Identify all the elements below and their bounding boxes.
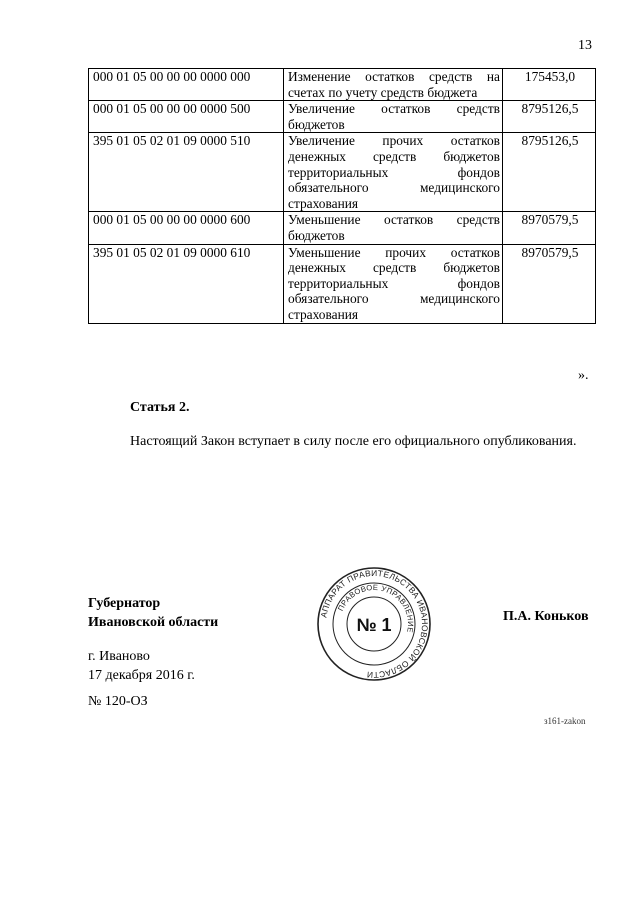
budget-classification-code: 000 01 05 00 00 00 0000 000 bbox=[89, 69, 284, 101]
signing-date: 17 декабря 2016 г. bbox=[88, 668, 195, 683]
closing-quote: ». bbox=[578, 368, 589, 383]
budget-classification-code: 000 01 05 00 00 00 0000 600 bbox=[89, 212, 284, 244]
budget-classification-code: 395 01 05 02 01 09 0000 610 bbox=[89, 244, 284, 323]
budget-item-name: Уменьшение остатков средств бюджетов bbox=[284, 212, 503, 244]
budget-amount: 8970579,5 bbox=[503, 212, 596, 244]
budget-item-name: Уменьшение прочих остатков денежных средств бюджетов территориальных фондов обязательного медицинского страхования bbox=[284, 244, 503, 323]
table-row bbox=[89, 69, 596, 101]
budget-classification-code: 395 01 05 02 01 09 0000 510 bbox=[89, 133, 284, 212]
place-and-date bbox=[88, 647, 195, 685]
budget-item-name: Увеличение прочих остатков денежных средств бюджетов территориальных фондов обязательного медицинского страхования bbox=[284, 133, 503, 212]
seal-outer-text: АППАРАТ ПРАВИТЕЛЬСТВА ИВАНОВСКОЙ ОБЛАСТИ bbox=[318, 567, 431, 681]
seal-number: № 1 bbox=[356, 615, 392, 635]
signatory-title-line: Ивановской области bbox=[88, 615, 219, 630]
seal-inner-text: ПРАВОВОЕ УПРАВЛЕНИЕ bbox=[335, 582, 416, 634]
document-code: з161-zakon bbox=[544, 716, 586, 726]
signatory-title-line: Губернатор bbox=[88, 596, 161, 611]
budget-item-name: Изменение остатков средств на счетах по учету средств бюджета bbox=[284, 69, 503, 101]
article-title: Статья 2. bbox=[130, 400, 190, 415]
budget-item-name: Увеличение остатков средств бюджетов bbox=[284, 101, 503, 133]
table-row bbox=[89, 133, 596, 212]
article-body: Настоящий Закон вступает в силу после его официального опубликования. bbox=[130, 434, 577, 449]
table-row bbox=[89, 212, 596, 244]
table-row bbox=[89, 244, 596, 323]
budget-amount: 8970579,5 bbox=[503, 244, 596, 323]
official-seal bbox=[316, 566, 432, 682]
budget-classification-code: 000 01 05 00 00 00 0000 500 bbox=[89, 101, 284, 133]
place-of-signing: г. Иваново bbox=[88, 649, 150, 664]
budget-sources-table bbox=[88, 68, 596, 324]
budget-amount: 8795126,5 bbox=[503, 133, 596, 212]
page-number: 13 bbox=[578, 38, 592, 53]
signatory-title bbox=[88, 594, 218, 632]
table-row bbox=[89, 101, 596, 133]
signatory-name: П.А. Коньков bbox=[503, 609, 589, 624]
budget-amount: 175453,0 bbox=[503, 69, 596, 101]
budget-amount: 8795126,5 bbox=[503, 101, 596, 133]
law-number: № 120-ОЗ bbox=[88, 694, 148, 709]
